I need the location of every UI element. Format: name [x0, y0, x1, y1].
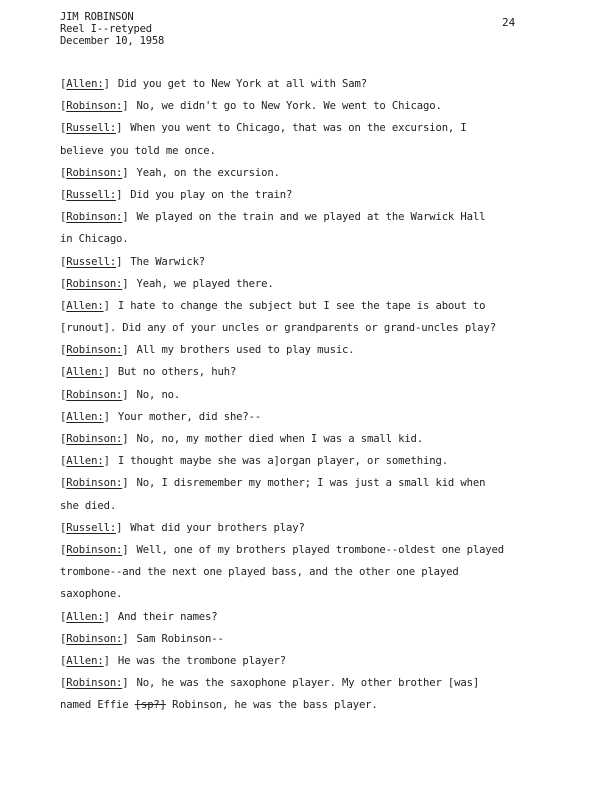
- transcript-line: [60, 144, 540, 166]
- transcript-line: [60, 277, 540, 299]
- reel-label: Reel I--retyped: [60, 23, 152, 35]
- speaker-name: Robinson:: [66, 100, 123, 113]
- transcript-line: [60, 654, 540, 676]
- speaker-label: [Allen:]: [60, 78, 110, 90]
- transcript-line: [60, 77, 540, 99]
- speaker-name: Allen:: [66, 366, 104, 379]
- struck-text: [sp?]: [134, 699, 166, 712]
- speaker-name: Russell:: [66, 521, 117, 534]
- speaker-label: [Russell:]: [60, 255, 123, 268]
- speaker-label: [Robinson:]: [60, 433, 129, 445]
- speaker-label: [Robinson:]: [60, 166, 129, 179]
- line-text: saxophone.: [60, 588, 123, 601]
- speaker-name: Allen:: [66, 610, 104, 623]
- speaker-name: Robinson:: [66, 388, 123, 401]
- speaker-label: [Allen:]: [60, 366, 110, 379]
- speaker-label: [Robinson:]: [60, 477, 129, 490]
- transcript-line: [60, 299, 540, 321]
- speaker-name: Allen:: [66, 654, 104, 667]
- speaker-name: Robinson:: [66, 211, 123, 224]
- line-text: [runout]. Did any of your uncles or grandparents or grand-uncles play?: [60, 322, 496, 335]
- speaker-label: [Russell:]: [60, 188, 123, 201]
- speaker-label: [Russell:]: [60, 122, 123, 135]
- transcript-line: [60, 543, 540, 565]
- speaker-name: Russell:: [66, 122, 117, 135]
- speaker-label: [Russell:]: [60, 521, 123, 534]
- speaker-name: Robinson:: [66, 677, 123, 690]
- transcript-line: [60, 499, 540, 521]
- transcript-line: [60, 343, 540, 365]
- line-text: The Warwick?: [130, 255, 206, 268]
- speaker-name: Robinson:: [66, 632, 123, 645]
- speaker-name: Robinson:: [66, 433, 123, 445]
- speaker-name: Robinson:: [66, 344, 123, 357]
- transcript-line: [60, 121, 540, 143]
- speaker-name: Russell:: [66, 255, 117, 268]
- speaker-label: [Robinson:]: [60, 344, 129, 357]
- transcript-line: [60, 565, 540, 587]
- speaker-name: Robinson:: [66, 543, 123, 556]
- speaker-label: [Robinson:]: [60, 100, 129, 113]
- line-text: she died.: [60, 499, 117, 512]
- line-text: Yeah, on the excursion.: [136, 166, 280, 179]
- line-text: And their names?: [117, 610, 218, 623]
- transcript-line: [60, 232, 540, 254]
- line-text: in Chicago.: [60, 233, 129, 246]
- line-text: believe you told me once.: [60, 144, 216, 157]
- line-text: When you went to Chicago, that was on the excursion, I: [130, 122, 467, 135]
- speaker-name: Allen:: [66, 78, 104, 90]
- speaker-name: Allen:: [66, 455, 104, 468]
- line-text: No, he was the saxophone player. My other brother [was]: [136, 677, 480, 690]
- line-text: Did you get to New York at all with Sam?: [117, 78, 367, 90]
- speaker-label: [Robinson:]: [60, 277, 129, 290]
- transcript-line: [60, 255, 540, 277]
- transcript-line: [60, 99, 540, 121]
- transcript-line: [60, 388, 540, 410]
- speaker-label: [Allen:]: [60, 654, 110, 667]
- transcript-line: [60, 476, 540, 498]
- line-text: All my brothers used to play music.: [136, 344, 355, 357]
- speaker-label: [Allen:]: [60, 299, 110, 312]
- transcript-line: [60, 365, 540, 387]
- line-text: Well, one of my brothers played trombone--oldest one played: [136, 543, 504, 556]
- speaker-label: [Robinson:]: [60, 543, 129, 556]
- transcript-line: [60, 676, 540, 698]
- transcript-line: [60, 166, 540, 188]
- speaker-name: Robinson:: [66, 166, 123, 179]
- speaker-label: [Allen:]: [60, 610, 110, 623]
- line-text: trombone--and the next one played bass, and the other one played: [60, 566, 459, 579]
- transcript-line: [60, 210, 540, 232]
- page-number: 24: [502, 16, 516, 29]
- speaker-name: Robinson:: [66, 477, 123, 490]
- speaker-label: [Robinson:]: [60, 211, 129, 224]
- speaker-label: [Robinson:]: [60, 677, 129, 690]
- speaker-name: Russell:: [66, 188, 117, 201]
- transcript-line: [60, 521, 540, 543]
- line-text: We played on the train and we played at the Warwick Hall: [136, 211, 486, 224]
- transcript-body: [60, 77, 540, 720]
- transcript-line: [60, 587, 540, 609]
- interviewee-name: JIM ROBINSON: [60, 11, 134, 23]
- line-text-continued: Robinson, he was the bass player.: [165, 699, 378, 712]
- transcript-line: [60, 410, 540, 432]
- line-text: What did your brothers play?: [130, 521, 305, 534]
- line-text: named Effie: [60, 699, 129, 712]
- interview-date: December 10, 1958: [60, 35, 165, 47]
- page-header: [60, 11, 164, 47]
- line-text: I thought maybe she was a]organ player, or something.: [117, 455, 448, 468]
- line-text: Yeah, we played there.: [136, 277, 274, 290]
- speaker-label: [Allen:]: [60, 410, 110, 423]
- line-text: But no others, huh?: [117, 366, 237, 379]
- line-text: No, I disremember my mother; I was just a small kid when: [136, 477, 486, 490]
- transcript-line: [60, 632, 540, 654]
- line-text: No, we didn't go to New York. We went to Chicago.: [136, 100, 442, 113]
- speaker-label: [Robinson:]: [60, 388, 129, 401]
- line-text: I hate to change the subject but I see the tape is about to: [117, 299, 486, 312]
- transcript-line: [60, 454, 540, 476]
- speaker-name: Allen:: [66, 299, 104, 312]
- speaker-name: Allen:: [66, 410, 104, 423]
- line-text: Your mother, did she?--: [117, 410, 262, 423]
- speaker-label: [Allen:]: [60, 455, 110, 468]
- line-text: Sam Robinson--: [136, 632, 224, 645]
- line-text: No, no, my mother died when I was a small kid.: [136, 433, 424, 445]
- line-text: He was the trombone player?: [117, 654, 286, 667]
- transcript-line: [60, 188, 540, 210]
- speaker-label: [Robinson:]: [60, 632, 129, 645]
- transcript-line: [60, 698, 540, 720]
- transcript-line: [60, 321, 540, 343]
- line-text: No, no.: [136, 388, 181, 401]
- speaker-name: Robinson:: [66, 277, 123, 290]
- transcript-line: [60, 610, 540, 632]
- transcript-line: [60, 432, 540, 454]
- line-text: Did you play on the train?: [130, 188, 293, 201]
